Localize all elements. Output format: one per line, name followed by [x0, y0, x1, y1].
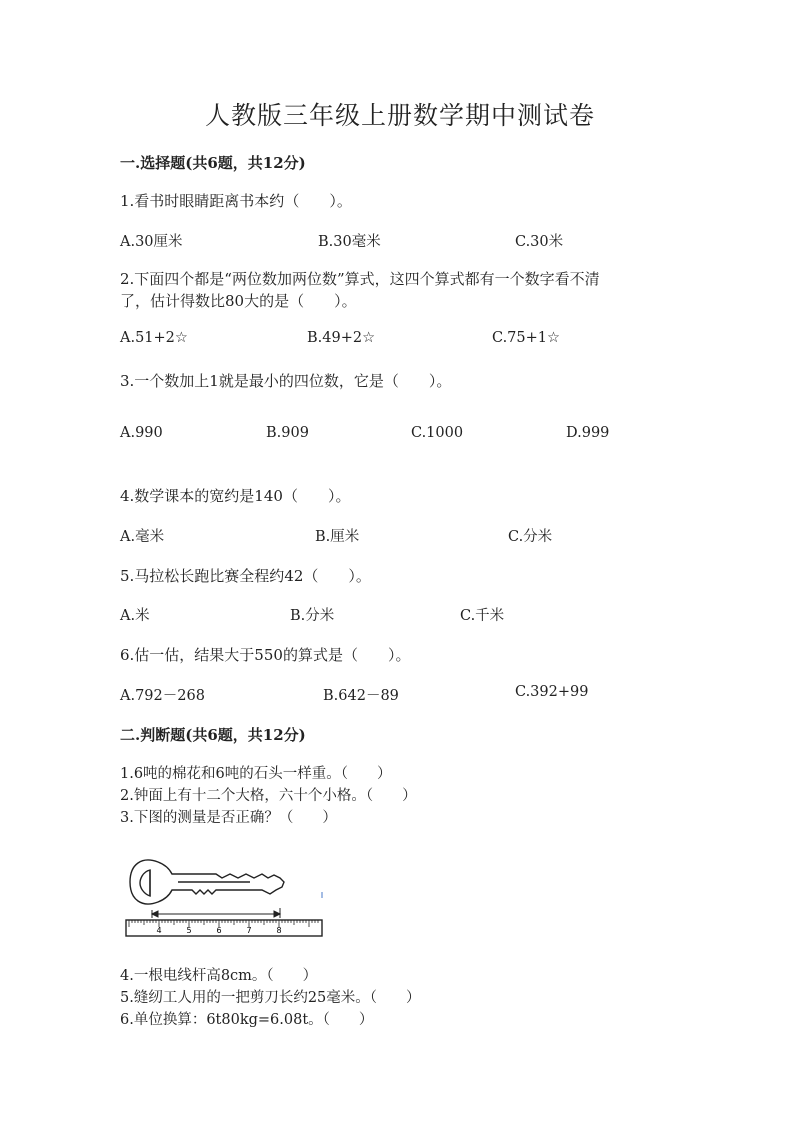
section-heading-judge: 二.判断题(共6题，共12分) [120, 726, 306, 744]
q2-option-c: C.75+1☆ [492, 330, 561, 346]
q2-option-b: B.49+2☆ [307, 330, 376, 346]
ruler-label-4: 4 [156, 926, 162, 935]
q3-option-a: A.990 [120, 425, 163, 441]
page-title: 人教版三年级上册数学期中测试卷 [204, 101, 595, 130]
q1-option-a: A.30厘米 [120, 234, 183, 250]
ruler [126, 920, 322, 936]
ruler-label-5: 5 [186, 926, 192, 935]
q3-option-b: B.909 [266, 425, 309, 441]
q4-option-c: C.分米 [508, 529, 553, 545]
q5-option-b: B.分米 [290, 608, 335, 624]
question-2-line-2: 了，估计得数比80大的是（ ）。 [120, 292, 357, 310]
ruler-label-7: 7 [246, 926, 252, 935]
judge-item-1: 1.6吨的棉花和6吨的石头一样重。（ ） [120, 766, 392, 782]
q1-option-c: C.30米 [515, 234, 564, 250]
question-5: 5.马拉松长跑比赛全程约42（ ）。 [120, 567, 371, 585]
ruler-label-6: 6 [216, 926, 222, 935]
ruler-label-8: 8 [276, 926, 282, 935]
question-4: 4.数学课本的宽约是140（ ）。 [120, 487, 351, 505]
q1-option-b: B.30毫米 [318, 234, 381, 250]
q3-option-d: D.999 [566, 425, 610, 441]
judge-item-3: 3.下图的测量是否正确？（ ） [120, 810, 337, 826]
measure-arrow [152, 908, 280, 918]
q6-option-a: A.792－268 [120, 688, 205, 704]
q6-option-b: B.642－89 [323, 688, 399, 704]
key-icon [130, 860, 284, 904]
question-6: 6.估一估，结果大于550的算式是（ ）。 [120, 646, 411, 664]
key-ruler-figure [120, 850, 340, 945]
q4-option-a: A.毫米 [120, 529, 165, 545]
judge-item-6: 6.单位换算：6t80kg=6.08t。（ ） [120, 1012, 374, 1028]
q4-option-b: B.厘米 [315, 529, 360, 545]
question-1: 1.看书时眼睛距离书本约（ ）。 [120, 192, 352, 210]
q5-option-c: C.千米 [460, 608, 505, 624]
q2-option-a: A.51+2☆ [120, 330, 188, 346]
section-heading-choice: 一.选择题(共6题，共12分) [120, 154, 306, 172]
question-3: 3.一个数加上1就是最小的四位数，它是（ ）。 [120, 372, 452, 390]
judge-item-2: 2.钟面上有十二个大格，六十个小格。（ ） [120, 788, 417, 804]
question-2-line-1: 2.下面四个都是“两位数加两位数”算式，这四个算式都有一个数字看不清 [120, 270, 600, 288]
q3-option-c: C.1000 [411, 425, 464, 441]
q6-option-c: C.392+99 [515, 684, 589, 700]
judge-item-4: 4.一根电线杆高8cm。（ ） [120, 968, 318, 984]
judge-item-5: 5.缝纫工人用的一把剪刀长约25毫米。（ ） [120, 990, 421, 1006]
q5-option-a: A.米 [120, 608, 150, 624]
